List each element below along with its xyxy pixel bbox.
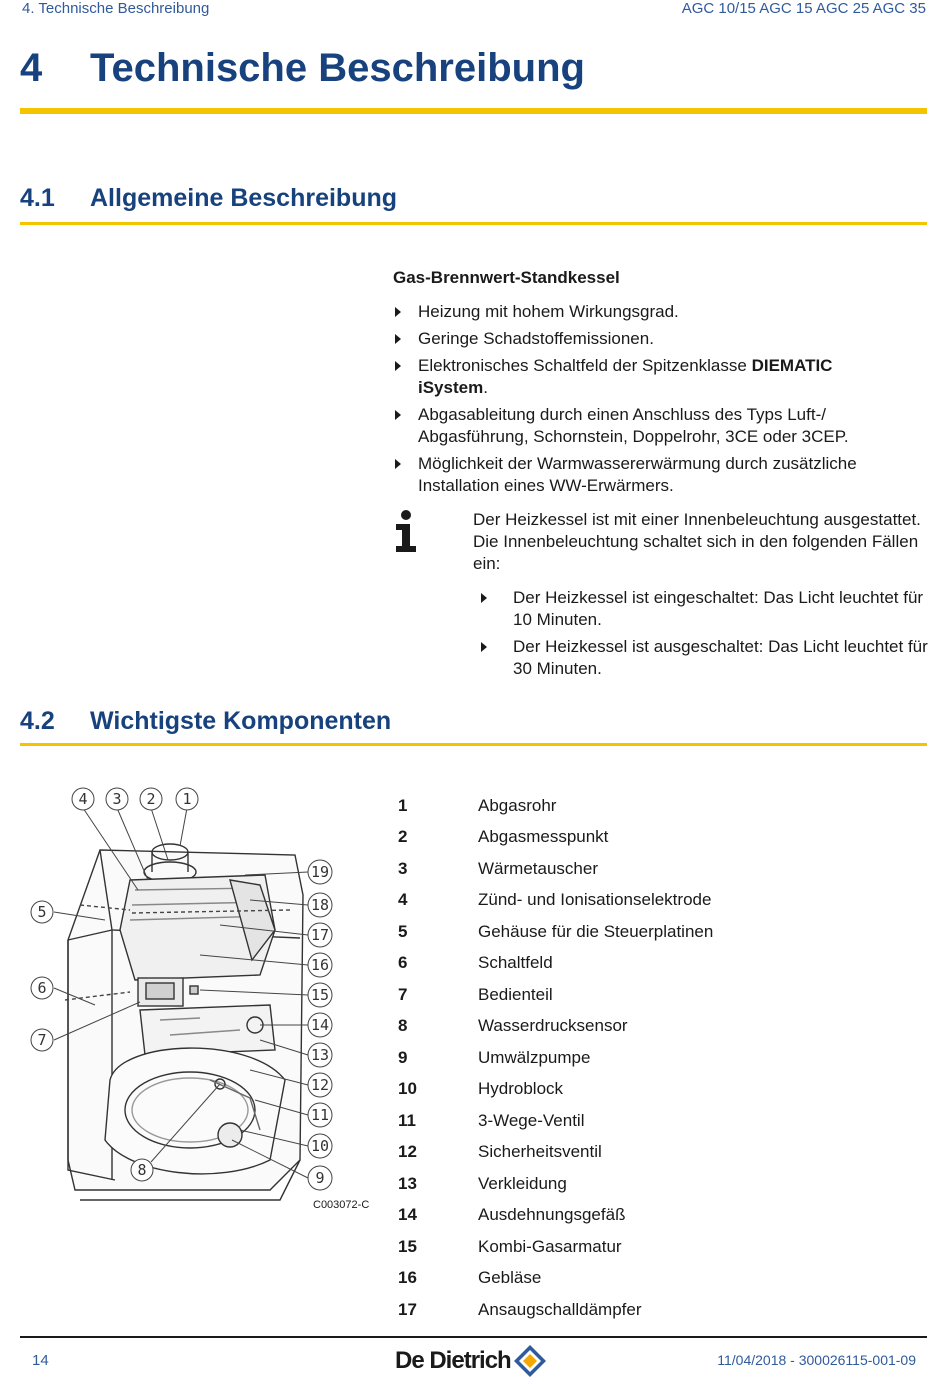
svg-text:13: 13 <box>310 1046 330 1064</box>
table-row: 17 Ansaugschalldämpfer <box>398 1299 642 1319</box>
callout-16 <box>308 953 332 977</box>
list-item: Geringe Schadstoffemissionen. <box>393 328 893 350</box>
table-row: 11 3-Wege-Ventil <box>398 1110 585 1130</box>
svg-text:18: 18 <box>310 896 330 914</box>
callout-12 <box>308 1073 332 1097</box>
table-row: 1 Abgasrohr <box>398 795 557 815</box>
callout-5 <box>31 901 53 923</box>
chapter-title-text: Technische Beschreibung <box>90 46 585 90</box>
feature-list <box>393 301 893 502</box>
callout-1 <box>176 788 198 810</box>
chapter-number: 4 <box>20 46 43 90</box>
callout-8 <box>131 1159 153 1181</box>
footer-rule <box>20 1336 927 1338</box>
table-row: 13 Verkleidung <box>398 1173 567 1193</box>
table-row: 9 Umwälzpumpe <box>398 1047 591 1067</box>
callout-7 <box>31 1029 53 1051</box>
table-row: 14 Ausdehnungsgefäß <box>398 1205 626 1225</box>
list-item: Möglichkeit der Warmwassererwärmung durch zusätzliche Installation eines WW-Erwärmers. <box>393 453 893 497</box>
svg-text:4: 4 <box>78 790 88 808</box>
section-4-1-title-text: Allgemeine Beschreibung <box>90 184 398 212</box>
bullet-triangle-icon <box>395 334 401 344</box>
document-reference: 11/04/2018 - 300026115-001-09 <box>717 1352 916 1368</box>
info-bullet-list <box>479 587 933 680</box>
section-4-1-title <box>20 184 397 213</box>
svg-text:12: 12 <box>310 1076 330 1094</box>
list-item: Elektronisches Schaltfeld der Spitzenklasse DIEMATIC iSystem. <box>393 355 848 399</box>
svg-text:15: 15 <box>310 986 330 1004</box>
list-item: Heizung mit hohem Wirkungsgrad. <box>393 301 893 323</box>
table-row: 8 Wasserdrucksensor <box>398 1016 628 1036</box>
svg-text:1: 1 <box>182 790 192 808</box>
list-item: Der Heizkessel ist eingeschaltet: Das Licht leuchtet für 10 Minuten. <box>479 587 933 631</box>
svg-text:16: 16 <box>310 956 330 974</box>
table-row: 16 Gebläse <box>398 1268 542 1288</box>
running-header-models: AGC 10/15 AGC 15 AGC 25 AGC 35 <box>681 0 926 17</box>
bullet-triangle-icon <box>395 459 401 469</box>
table-row: 6 Schaltfeld <box>398 953 553 973</box>
callout-10 <box>308 1134 332 1158</box>
callout-2 <box>140 788 162 810</box>
info-note <box>473 509 933 685</box>
svg-text:8: 8 <box>137 1161 147 1179</box>
svg-text:7: 7 <box>37 1031 47 1049</box>
table-row: 7 Bedienteil <box>398 984 553 1004</box>
callout-9 <box>308 1166 332 1190</box>
table-row: 10 Hydroblock <box>398 1079 564 1099</box>
callout-14 <box>308 1013 332 1037</box>
callout-17 <box>308 923 332 947</box>
svg-text:10: 10 <box>310 1137 330 1155</box>
chapter-rule <box>20 108 927 114</box>
bullet-triangle-icon <box>395 410 401 420</box>
section-4-2-title-text: Wichtigste Komponenten <box>90 707 392 735</box>
list-item: Der Heizkessel ist ausgeschaltet: Das Licht leuchtet für 30 Minuten. <box>479 636 933 680</box>
bullet-triangle-icon <box>481 593 487 603</box>
table-row: 2 Abgasmesspunkt <box>398 827 609 847</box>
components-list <box>398 790 918 1326</box>
svg-text:17: 17 <box>310 926 330 944</box>
svg-text:6: 6 <box>37 979 47 997</box>
section-4-1-number: 4.1 <box>20 184 55 212</box>
callout-19 <box>308 860 332 884</box>
chapter-title <box>20 46 585 91</box>
section-4-2-number: 4.2 <box>20 707 55 735</box>
info-note-text: Der Heizkessel ist mit einer Innenbeleuchtung ausgestattet. Die Innenbeleuchtung schaltet sich in den folgenden Fällen ein: <box>473 510 921 573</box>
table-row: 5 Gehäuse für die Steuerplatinen <box>398 921 714 941</box>
bullet-triangle-icon <box>395 361 401 371</box>
section-4-2-rule <box>20 743 927 746</box>
table-row: 15 Kombi-Gasarmatur <box>398 1236 622 1256</box>
callout-6 <box>31 977 53 999</box>
table-row: 3 Wärmetauscher <box>398 858 598 878</box>
brand-logo <box>395 1343 547 1379</box>
callout-13 <box>308 1043 332 1067</box>
svg-text:5: 5 <box>37 903 47 921</box>
section-4-2-title <box>20 707 391 736</box>
table-row: 12 Sicherheitsventil <box>398 1142 602 1162</box>
list-item: Abgasableitung durch einen Anschluss des Typs Luft-/ Abgasführung, Schornstein, Doppelrohr, 3CE oder 3CEP. <box>393 404 878 448</box>
table-row: 4 Zünd- und Ionisationselektrode <box>398 890 712 910</box>
page-number: 14 <box>32 1352 49 1369</box>
callout-3 <box>106 788 128 810</box>
callout-15 <box>308 983 332 1007</box>
callout-11 <box>308 1103 332 1127</box>
section-4-1-rule <box>20 222 927 225</box>
callout-18 <box>308 893 332 917</box>
brand-name: De Dietrich <box>395 1347 511 1374</box>
brand-diamond-icon <box>513 1344 547 1378</box>
svg-text:14: 14 <box>310 1016 330 1034</box>
svg-text:19: 19 <box>310 863 330 881</box>
svg-text:2: 2 <box>146 790 156 808</box>
svg-text:9: 9 <box>315 1169 325 1187</box>
bullet-triangle-icon <box>395 307 401 317</box>
product-subtitle: Gas-Brennwert-Standkessel <box>393 268 620 287</box>
svg-text:11: 11 <box>310 1106 330 1124</box>
svg-text:3: 3 <box>112 790 122 808</box>
callout-4 <box>72 788 94 810</box>
running-header-section: 4. Technische Beschreibung <box>22 0 210 17</box>
bullet-triangle-icon <box>481 642 487 652</box>
figure-code: C003072-C <box>313 1199 370 1211</box>
boiler-illustration <box>20 780 375 1210</box>
info-icon <box>393 510 419 552</box>
